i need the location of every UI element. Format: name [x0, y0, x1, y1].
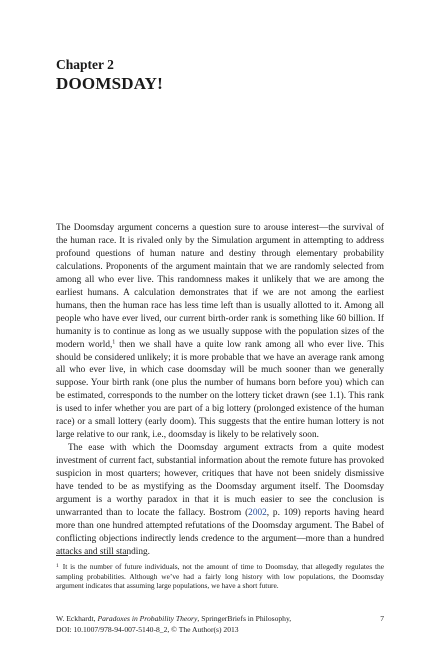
footer-series: , SpringerBriefs in Philosophy, [197, 614, 292, 623]
footer-doi: DOI: 10.1007/978-94-007-5140-8_2, © The Author(s) 2013 [56, 624, 239, 634]
footer-citation [56, 614, 291, 625]
citation-link-bostrom[interactable]: 2002 [248, 507, 267, 518]
paragraph-1-text-a: The Doomsday argument concerns a question sure to arouse interest—the survival of the human race. It is rivaled only by the Simulation argument in attempting to address profound questions of human nature and destiny through elementary probability calculations. Proponents of the argument maintain that we are randomly selected from among all who ever live. This randomness makes it unlikely that we are among the earliest humans. A calculation demonstrates that if we are not among the earliest humans, then the human race has less time left than is usually allotted to it. Among all people who have ever lived, our current birth-order rank is something like 60 billion. If humanity is to continue as long as we usually suppose with the population sizes of the modern world, [56, 223, 384, 350]
paragraph-2-text-b: , p. 109) reports having heard more than one hundred attempted refutations of the Doomsday argument. The Babel of conflicting objections indirectly lends credence to the argument—more than a hundred attacks and still standing. [56, 507, 384, 557]
paragraph-1 [56, 222, 384, 442]
paragraph-2-text-a: The ease with which the Doomsday argument extracts from a quite modest investment of current fact, substantial information about the remote future has provoked suspicion in most quarters; however, critiques that have not been snidely dismissive have tended to be as mystifying as the Doomsday argument itself. The Doomsday argument is a worthy paradox in that it is much easier to see the conclusion is unwarranted than to locate the fallacy. Bostrom ( [56, 443, 384, 518]
footnote-text: It is the number of future individuals, not the amount of time to Doomsday, that allegedly regulates the sampling probabilities. Although we’ve had a fairly long history with low populations, the Doomsday argument indicates that assuming large populations, we have a short future. [56, 562, 384, 591]
footnote-reference[interactable]: 1 [112, 339, 116, 346]
footer-citation-line [56, 614, 384, 625]
footnote-divider [56, 555, 128, 556]
footer-book-title: Paradoxes in Probability Theory [97, 614, 198, 623]
footnote-number: 1 [56, 562, 59, 569]
footnote [56, 562, 384, 591]
paragraph-1-text-b: then we shall have a quite low rank among all who ever live. This should be considered unlikely; it is more probable that we have an average rank among all who ever live, in which case doomsday will be much sooner than we generally suppose. Your birth rank (one plus the number of humans born before you) which can be estimated, corresponds to the number on the lottery ticket drawn (see 1.1). This rank is used to infer whether you are part of a big lottery (prolonged existence of the human race) or a small lottery (early doom). This suggests that the entire human lottery is not large relative to our rank, i.e., doomsday is likely to be relatively soon. [56, 339, 384, 441]
chapter-title: DOOMSDAY! [56, 74, 163, 93]
page-footer [56, 614, 384, 635]
page-number: 7 [380, 614, 384, 623]
chapter-label: Chapter 2 [56, 57, 114, 72]
paragraph-2 [56, 442, 384, 559]
body-text [56, 222, 384, 559]
footer-author: W. Eckhardt, [56, 614, 98, 623]
